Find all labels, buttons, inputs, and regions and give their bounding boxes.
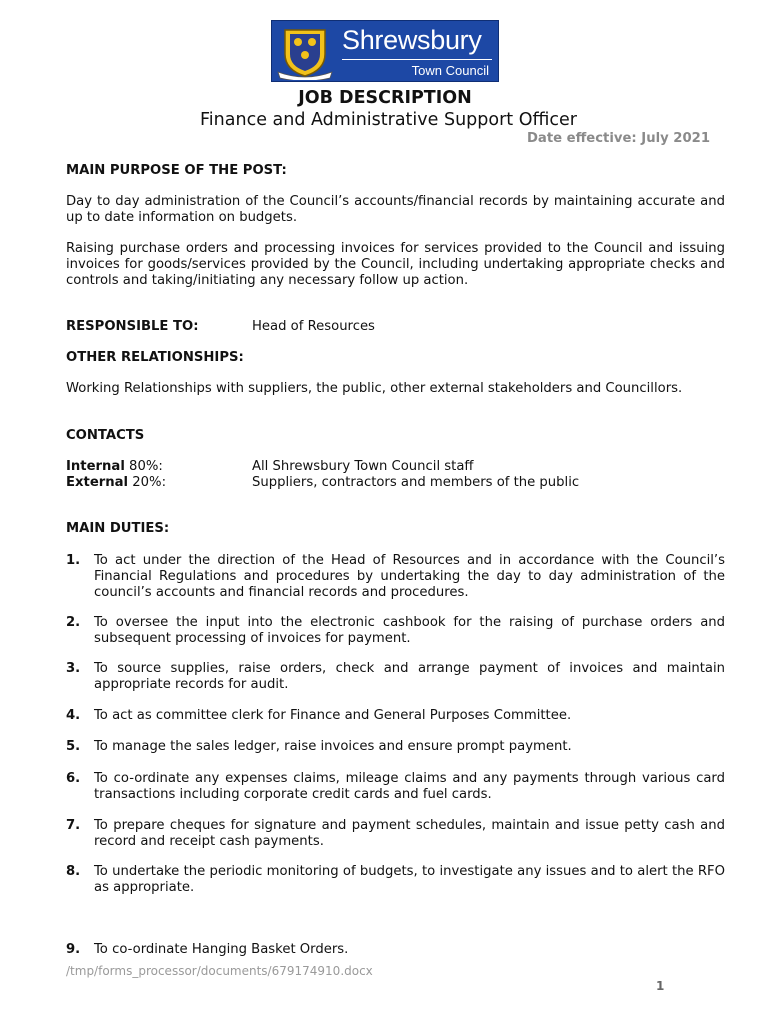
logo-divider xyxy=(342,59,492,60)
contact-internal-label xyxy=(66,459,163,474)
responsible-label: RESPONSIBLE TO: xyxy=(66,319,199,334)
contact-external-value: Suppliers, contractors and members of the public xyxy=(252,475,580,490)
duty-text: To co-ordinate any expenses claims, mileage claims and any payments through various card transactions including corporate credit cards and fuel cards. xyxy=(94,771,725,802)
duty-number: 6. xyxy=(66,771,81,786)
duty-number: 8. xyxy=(66,864,81,879)
duty-item xyxy=(66,739,725,755)
duty-text: To co-ordinate Hanging Basket Orders. xyxy=(94,942,349,957)
duty-number: 5. xyxy=(66,739,81,754)
duty-number: 1. xyxy=(66,553,81,568)
main-purpose-para-2: Raising purchase orders and processing invoices for services provided to the Council and issuing invoices for goods/services provided by the Council, including undertaking appropriate checks and controls and taking/initiating any necessary follow up action. xyxy=(66,241,725,288)
responsible-value: Head of Resources xyxy=(252,319,375,334)
contact-internal-value: All Shrewsbury Town Council staff xyxy=(252,459,474,474)
duty-text: To manage the sales ledger, raise invoices and ensure prompt payment. xyxy=(94,739,572,754)
duty-number: 7. xyxy=(66,818,81,833)
duty-text: To undertake the periodic monitoring of budgets, to investigate any issues and to alert the RFO as appropriate. xyxy=(94,864,725,895)
duties-heading: MAIN DUTIES: xyxy=(66,521,170,536)
duty-item xyxy=(66,864,725,896)
contacts-heading: CONTACTS xyxy=(66,428,145,443)
logo-subtitle: Town Council xyxy=(411,63,489,78)
duty-item xyxy=(66,771,725,803)
duty-item xyxy=(66,708,725,724)
main-purpose-heading: MAIN PURPOSE OF THE POST: xyxy=(66,163,287,178)
duty-item xyxy=(66,942,725,958)
document-subtitle: Finance and Administrative Support Officer xyxy=(200,110,577,130)
external-label: External xyxy=(66,475,129,490)
logo-name: Shrewsbury xyxy=(342,25,482,55)
document-title: JOB DESCRIPTION xyxy=(298,88,472,108)
duty-number: 3. xyxy=(66,661,81,676)
internal-pct: 80%: xyxy=(124,459,163,474)
internal-label: Internal xyxy=(66,459,125,474)
duty-number: 9. xyxy=(66,942,81,957)
duty-text: To source supplies, raise orders, check and arrange payment of invoices and maintain appropriate records for audit. xyxy=(94,661,725,692)
duty-number: 2. xyxy=(66,615,81,630)
footer-file-path: /tmp/forms_processor/documents/679174910.docx xyxy=(66,964,373,978)
date-effective: Date effective: July 2021 xyxy=(526,131,710,146)
page-number: 1 xyxy=(656,979,665,993)
duty-text: To prepare cheques for signature and payment schedules, maintain and issue petty cash and record and receipt cash payments. xyxy=(94,818,725,849)
duty-text: To act as committee clerk for Finance and General Purposes Committee. xyxy=(94,708,572,723)
relationships-heading: OTHER RELATIONSHIPS: xyxy=(66,350,244,365)
external-pct: 20%: xyxy=(128,475,167,490)
duty-item xyxy=(66,553,725,601)
duty-number: 4. xyxy=(66,708,81,723)
crest-icon xyxy=(276,24,334,80)
main-purpose-para-1: Day to day administration of the Council’s accounts/financial records by maintaining accurate and up to date information on budgets. xyxy=(66,194,725,225)
contact-external-label xyxy=(66,475,166,490)
duty-item xyxy=(66,661,725,693)
council-logo xyxy=(271,20,499,82)
relationships-text: Working Relationships with suppliers, the public, other external stakeholders and Councillors. xyxy=(66,381,683,396)
duty-item xyxy=(66,818,725,850)
duty-text: To oversee the input into the electronic cashbook for the raising of purchase orders and subsequent processing of invoices for payment. xyxy=(94,615,725,646)
duty-text: To act under the direction of the Head of Resources and in accordance with the Council’s Financial Regulations and procedures by undertaking the day to day administration of the council’s accounts and financial records and procedures. xyxy=(94,553,725,600)
duty-item xyxy=(66,615,725,647)
